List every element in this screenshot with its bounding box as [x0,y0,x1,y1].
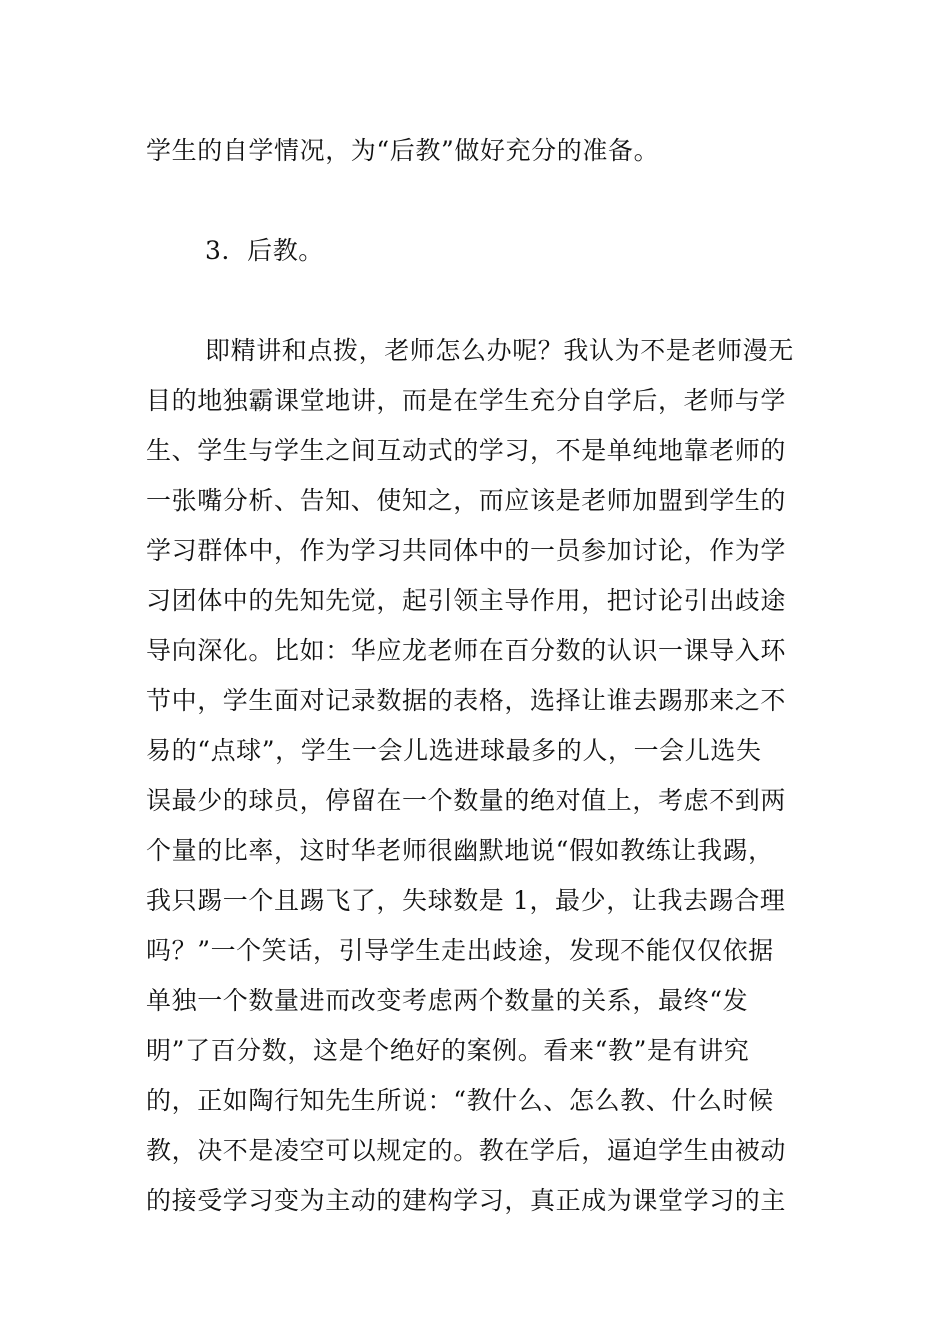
section-heading: 3．后教。 [205,236,324,265]
paragraph-line: 误最少的球员，停留在一个数量的绝对值上，考虑不到两 [146,786,787,815]
paragraph-line: 教，决不是凌空可以规定的。教在学后，逼迫学生由被动 [146,1136,787,1165]
paragraph-line: 目的地独霸课堂地讲，而是在学生充分自学后，老师与学 [146,386,787,415]
paragraph-line: 即精讲和点拨，老师怎么办呢？我认为不是老师漫无 [205,336,794,365]
paragraph-line: 吗？”一个笑话，引导学生走出歧途，发现不能仅仅依据 [146,936,774,965]
paragraph-line: 单独一个数量进而改变考虑两个数量的关系，最终“发 [146,986,749,1015]
paragraph-line: 的，正如陶行知先生所说：“教什么、怎么教、什么时候 [146,1086,774,1115]
paragraph-line: 节中，学生面对记录数据的表格，选择让谁去踢那来之不 [146,686,787,715]
paragraph-line: 易的“点球”，学生一会儿选进球最多的人，一会儿选失 [146,736,762,765]
paragraph-line: 一张嘴分析、告知、使知之，而应该是老师加盟到学生的 [146,486,787,515]
paragraph-line: 习团体中的先知先觉，起引领主导作用，把讨论引出歧途 [146,586,787,615]
paragraph-line: 的接受学习变为主动的建构学习，真正成为课堂学习的主 [146,1186,787,1215]
paragraph-line: 明”了百分数，这是个绝好的案例。看来“教”是有讲究 [146,1036,750,1065]
paragraph-line: 生、学生与学生之间互动式的学习，不是单纯地靠老师的 [146,436,787,465]
paragraph-line: 导向深化。比如：华应龙老师在百分数的认识一课导入环 [146,636,787,665]
paragraph-line: 学习群体中，作为学习共同体中的一员参加讨论，作为学 [146,536,787,565]
paragraph-line: 我只踢一个且踢飞了，失球数是 1，最少，让我去踢合理 [146,886,786,915]
paragraph-line: 个量的比率，这时华老师很幽默地说“假如教练让我踢， [146,836,774,865]
opening-line: 学生的自学情况，为“后教”做好充分的准备。 [146,136,660,165]
